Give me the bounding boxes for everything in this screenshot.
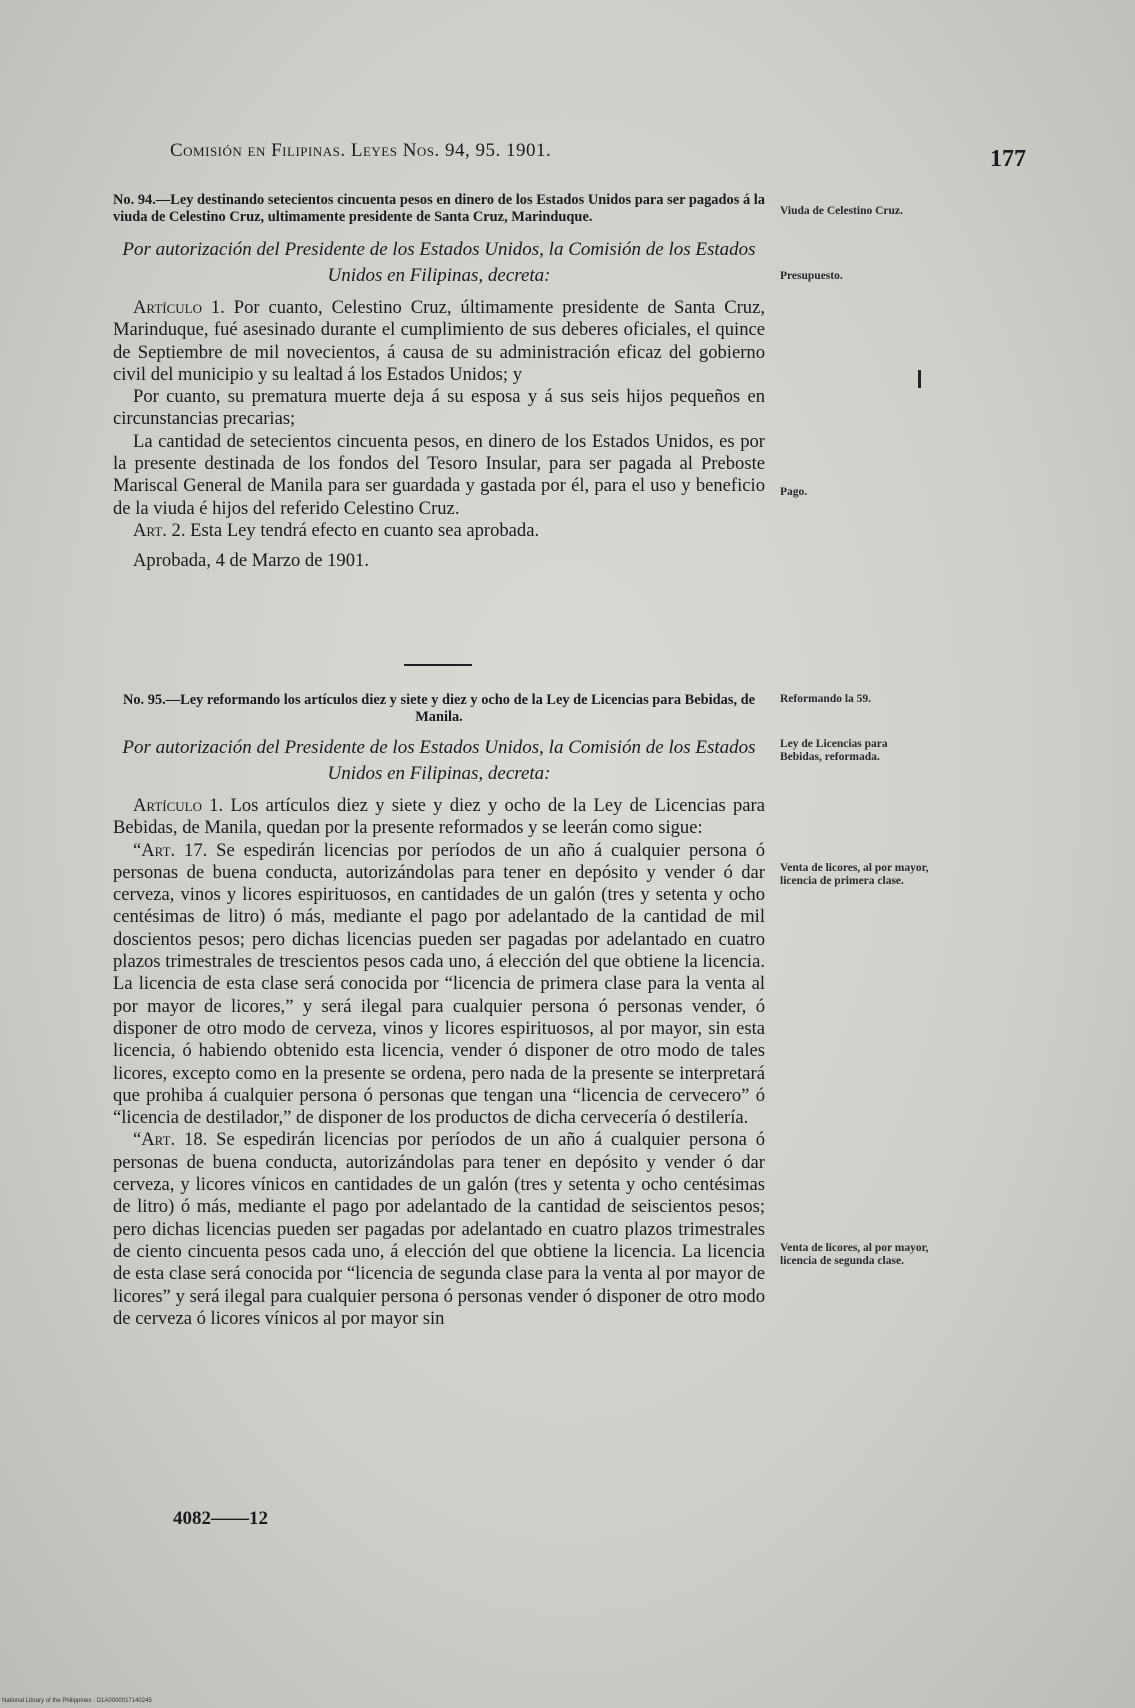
article-label: Artículo 1. xyxy=(133,795,224,816)
law-95-title: No. 95.—Ley reformando los artículos diez y siete y diez y ocho de la Ley de Licencias para Bebidas, de Manila. xyxy=(122,692,756,725)
margin-note-venta-primera: Venta de licores, al por mayor, licencia de primera clase. xyxy=(780,862,929,887)
running-header: Comisión en Filipinas. Leyes Nos. 94, 95. 1901. xyxy=(170,140,552,161)
article-label: Artículo 1. xyxy=(133,297,225,318)
margin-mark xyxy=(918,370,921,388)
law-94-title: No. 94.—Ley destinando setecientos cincuenta pesos en dinero de los Estados Unidos para ser pagados á la viuda de Celestino Cruz, ultimamente presidente de Santa Cruz, Marinduque. xyxy=(113,192,765,225)
article-label: “Art. 17. xyxy=(133,839,208,861)
printer-signature: 4082——12 xyxy=(173,1508,268,1529)
article-text: Se espedirán licencias por períodos de un año á cualquier persona ó personas de buena conducta, autorizándolas para tener en depósito y vender ó dar cerveza, y licores vínicos en cantidades de un galón (tres y setenta y ocho centésimas de litro) ó más, mediante el pago por adelantado de la cantidad de seiscientos pesos; pero dichas licencias pueden ser pagadas por adelantado en cuatro plazos trimestrales de ciento cincuenta pesos cada uno, á elección del que obtiene la licencia. La licencia de esta clase será conocida por “licencia de segunda clase para la venta al por mayor de licores” y será ilegal para cualquier persona ó personas vender ó disponer de otro modo de cerveza ó licores vínicos al por mayor sin xyxy=(113,1129,765,1329)
law-95-article-17 xyxy=(113,840,765,1130)
margin-note-ley-licencias: Ley de Licencias para Bebidas, reformada. xyxy=(780,738,888,763)
margin-note-presupuesto: Presupuesto. xyxy=(780,270,843,282)
article-text: Los artículos diez y siete y diez y ocho de la Ley de Licencias para Bebidas, de Manila, quedan por la presente reformados y se leerán como sigue: xyxy=(113,795,765,839)
section-divider xyxy=(404,664,472,666)
article-label: Art. 2. xyxy=(133,519,186,541)
law-95-section xyxy=(113,692,765,1330)
law-95-decree: Por autorización del Presidente de los Estados Unidos, la Comisión de los Estados Unidos en Filipinas, decreta: xyxy=(122,737,756,784)
law-94-paragraph-3: La cantidad de setecientos cincuenta pesos, en dinero de los Estados Unidos, es por la presente destinada de los fondos del Tesoro Insular, para ser pagada al Preboste Mariscal General de Manila para ser guardada y gastada por él, para el uso y beneficio de la viuda é hijos del referido Celestino Cruz. xyxy=(113,430,765,519)
law-94-article-1 xyxy=(113,297,765,386)
law-94-decree: Por autorización del Presidente de los Estados Unidos, la Comisión de los Estados Unidos en Filipinas, decreta: xyxy=(122,239,756,286)
law-95-article-18 xyxy=(113,1129,765,1330)
library-credit: National Library of the Philippines · D1A0000017140245 xyxy=(2,1698,152,1704)
article-text: Se espedirán licencias por períodos de un año á cualquier persona ó personas de buena conducta, autorizándolas para tener en depósito y vender ó dar cerveza, vinos y licores espirituosos, en cantidades de un galón (tres y setenta y ocho centésimas de litro) ó más, mediante el pago por adelantado de la cantidad de mil doscientos pesos; pero dichas licencias pueden ser pagadas por adelantado en cuatro plazos trimestrales de trescientos pesos cada uno, á elección del que obtiene la licencia. La licencia de esta clase será conocida por “licencia de primera clase para la venta al por mayor de licores,” y será ilegal para cualquier persona ó personas vender, ó disponer de otro modo de cerveza, vinos y licores espirituosos, al por mayor, sin esta licencia, ó habiendo obtenido esta licencia, vender ó disponer de otro modo de tales licores, excepto como en la presente se ordena, pero nada de la presente se interpretará que prohiba á cualquier persona ó personas que tengan una “licencia de cervecero” ó “licencia de destilador,” de disponer de los productos de dicha cervecería ó destilería. xyxy=(113,839,765,1129)
article-text: Esta Ley tendrá efecto en cuanto sea aprobada. xyxy=(185,519,540,541)
margin-note-venta-segunda: Venta de licores, al por mayor, licencia de segunda clase. xyxy=(780,1242,929,1267)
law-95-article-1 xyxy=(113,795,765,840)
margin-note-viuda: Viuda de Celestino Cruz. xyxy=(780,205,903,217)
law-94-article-2 xyxy=(113,520,765,542)
law-94-approved: Aprobada, 4 de Marzo de 1901. xyxy=(133,550,369,572)
article-text: Por cuanto, Celestino Cruz, últimamente presidente de Santa Cruz, Marinduque, fué asesinado durante el cumplimiento de sus deberes oficiales, el quince de Septiembre de mil novecientos, á causa de su administración eficaz del gobierno civil del municipio y su lealtad á los Estados Unidos; y xyxy=(113,297,765,385)
law-94-paragraph-2: Por cuanto, su prematura muerte deja á su esposa y á sus seis hijos pequeños en circunstancias precarias; xyxy=(113,386,765,430)
page-number: 177 xyxy=(990,146,1026,172)
law-94-section xyxy=(113,192,765,573)
article-label: “Art. 18. xyxy=(133,1129,208,1151)
margin-note-reformando: Reformando la 59. xyxy=(780,693,872,705)
margin-note-pago: Pago. xyxy=(780,486,808,498)
